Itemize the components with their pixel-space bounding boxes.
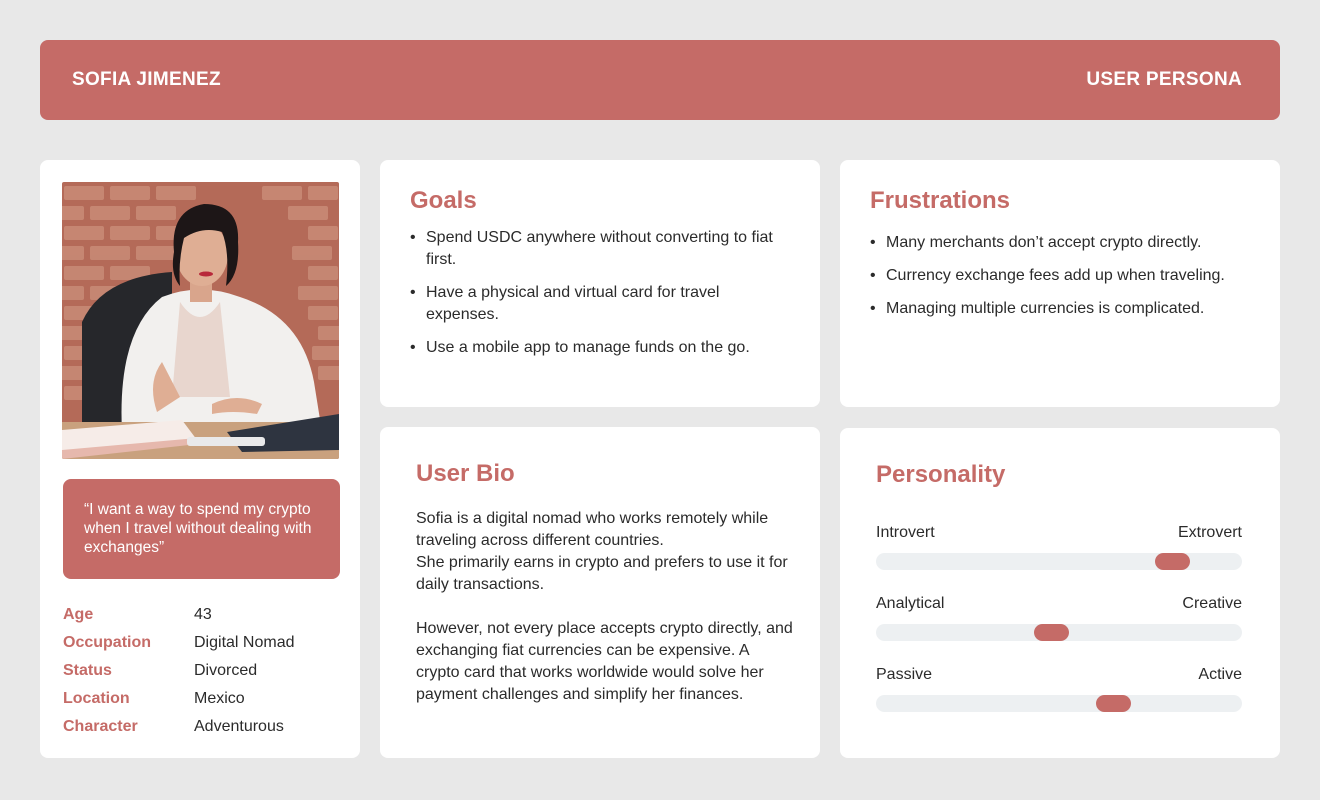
info-value: Divorced (194, 662, 258, 679)
frustrations-list (870, 232, 1270, 331)
trait-slider-knob (1034, 624, 1069, 641)
trait-slider-track (876, 695, 1242, 712)
trait-right-label: Active (1198, 666, 1242, 683)
list-item: • Use a mobile app to manage funds on the go. (410, 337, 790, 359)
personality-card (840, 428, 1280, 758)
info-row-status (63, 657, 340, 685)
list-item: • Managing multiple currencies is complicated. (870, 298, 1270, 320)
trait-left-label: Passive (876, 666, 933, 683)
trait-slider-knob (1155, 553, 1190, 570)
list-item: • Have a physical and virtual card for travel expenses. (410, 282, 790, 326)
bio-title: User Bio (416, 460, 515, 487)
info-value: 43 (194, 606, 212, 623)
goals-title: Goals (410, 187, 477, 214)
info-row-location (63, 685, 340, 713)
goals-card (380, 160, 820, 407)
personality-title: Personality (876, 461, 1006, 488)
header-label: USER PERSONA (1086, 69, 1242, 90)
info-value: Mexico (194, 690, 245, 707)
info-value: Adventurous (194, 718, 284, 735)
trait-passive-active (876, 666, 1242, 712)
trait-slider-knob (1096, 695, 1131, 712)
persona-quote: “I want a way to spend my crypto when I travel without dealing with exchanges” (63, 479, 340, 579)
frustrations-title: Frustrations (870, 187, 1011, 214)
info-row-age (63, 601, 340, 629)
frustrations-card (840, 160, 1280, 407)
trait-right-label: Extrovert (1177, 524, 1242, 541)
bio-card (380, 427, 820, 758)
info-row-character (63, 713, 340, 741)
info-value: Digital Nomad (194, 634, 295, 651)
trait-right-label: Creative (1182, 595, 1242, 612)
persona-photo (62, 182, 339, 459)
info-label: Status (63, 662, 112, 679)
profile-card (40, 160, 360, 758)
bio-text: Sofia is a digital nomad who works remotely while traveling across different countries. She primarily earns in crypto and prefers to use it for daily transactions. However, not every place accepts crypto directly, and exchanging fiat currencies can be expensive. A crypto card that works worldwide would solve her payment challenges and simplify her finances. (416, 510, 793, 703)
info-label: Location (63, 690, 130, 707)
info-row-occupation (63, 629, 340, 657)
trait-introvert-extrovert (876, 524, 1242, 570)
trait-analytical-creative (876, 595, 1242, 641)
info-list (63, 601, 340, 741)
persona-photo-illustration (62, 182, 339, 459)
goals-list (410, 227, 790, 370)
trait-slider-track (876, 553, 1242, 570)
info-label: Occupation (63, 634, 152, 651)
trait-left-label: Analytical (876, 595, 945, 612)
list-item: • Many merchants don’t accept crypto directly. (870, 232, 1270, 254)
persona-name: SOFIA JIMENEZ (72, 69, 221, 90)
header-bar (40, 40, 1280, 120)
list-item: • Currency exchange fees add up when traveling. (870, 265, 1270, 287)
info-label: Age (63, 606, 94, 623)
list-item: • Spend USDC anywhere without converting to fiat first. (410, 227, 790, 271)
trait-slider-track (876, 624, 1242, 641)
info-label: Character (63, 718, 138, 735)
trait-left-label: Introvert (876, 524, 935, 541)
